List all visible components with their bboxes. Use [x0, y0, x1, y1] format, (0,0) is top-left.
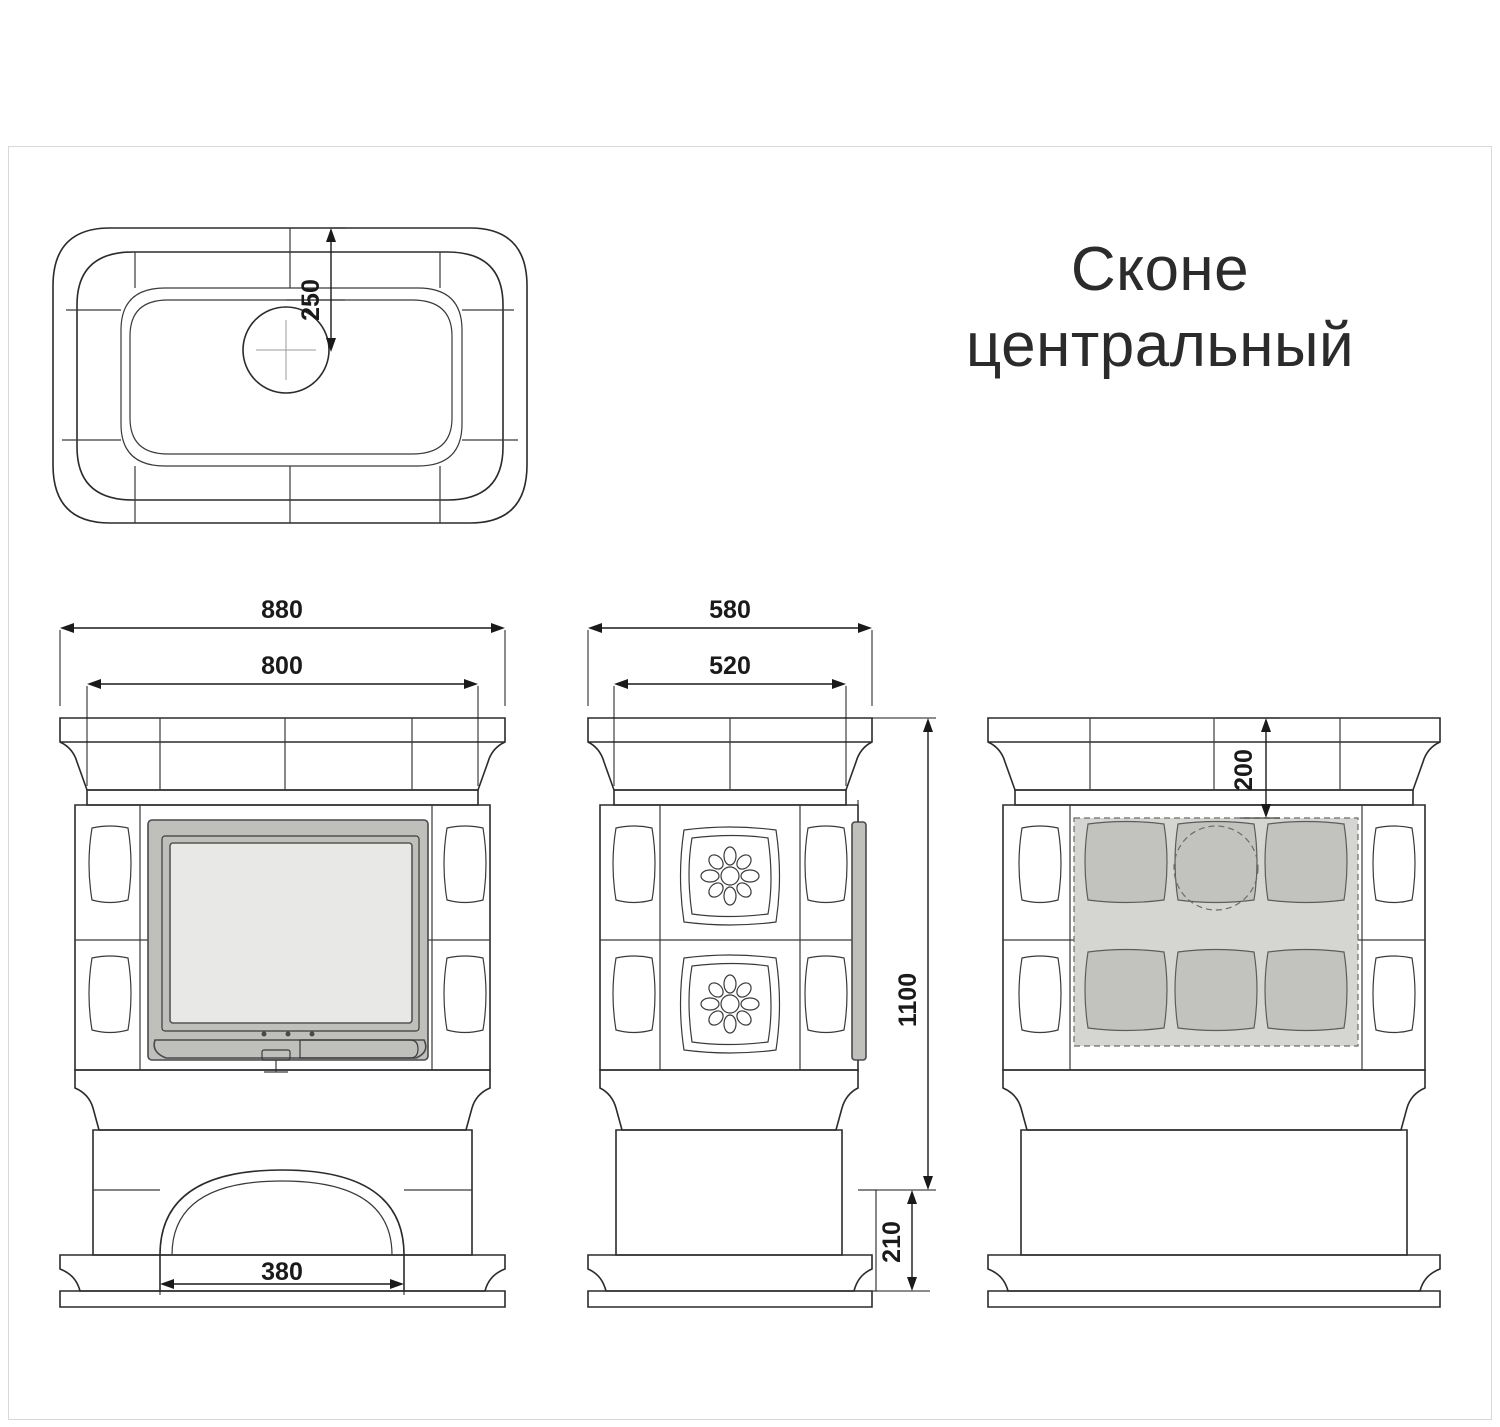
dim-800-label: 800	[261, 652, 303, 680]
dim-580-label: 580	[709, 596, 751, 624]
title-line-2: центральный	[965, 310, 1355, 380]
dim-880-label: 880	[261, 596, 303, 624]
back-view	[988, 718, 1440, 1307]
side-view	[588, 596, 936, 1307]
front-view	[60, 596, 505, 1307]
dim-200-label: 200	[1230, 749, 1258, 791]
dim-380-label: 380	[261, 1258, 303, 1286]
top-view	[53, 228, 527, 523]
dim-250-label: 250	[297, 279, 325, 321]
title-line-1: Сконе	[1070, 235, 1250, 304]
dim-210-label: 210	[878, 1221, 906, 1263]
dim-520-label: 520	[709, 652, 751, 680]
dim-1100-label: 1100	[894, 972, 922, 1028]
